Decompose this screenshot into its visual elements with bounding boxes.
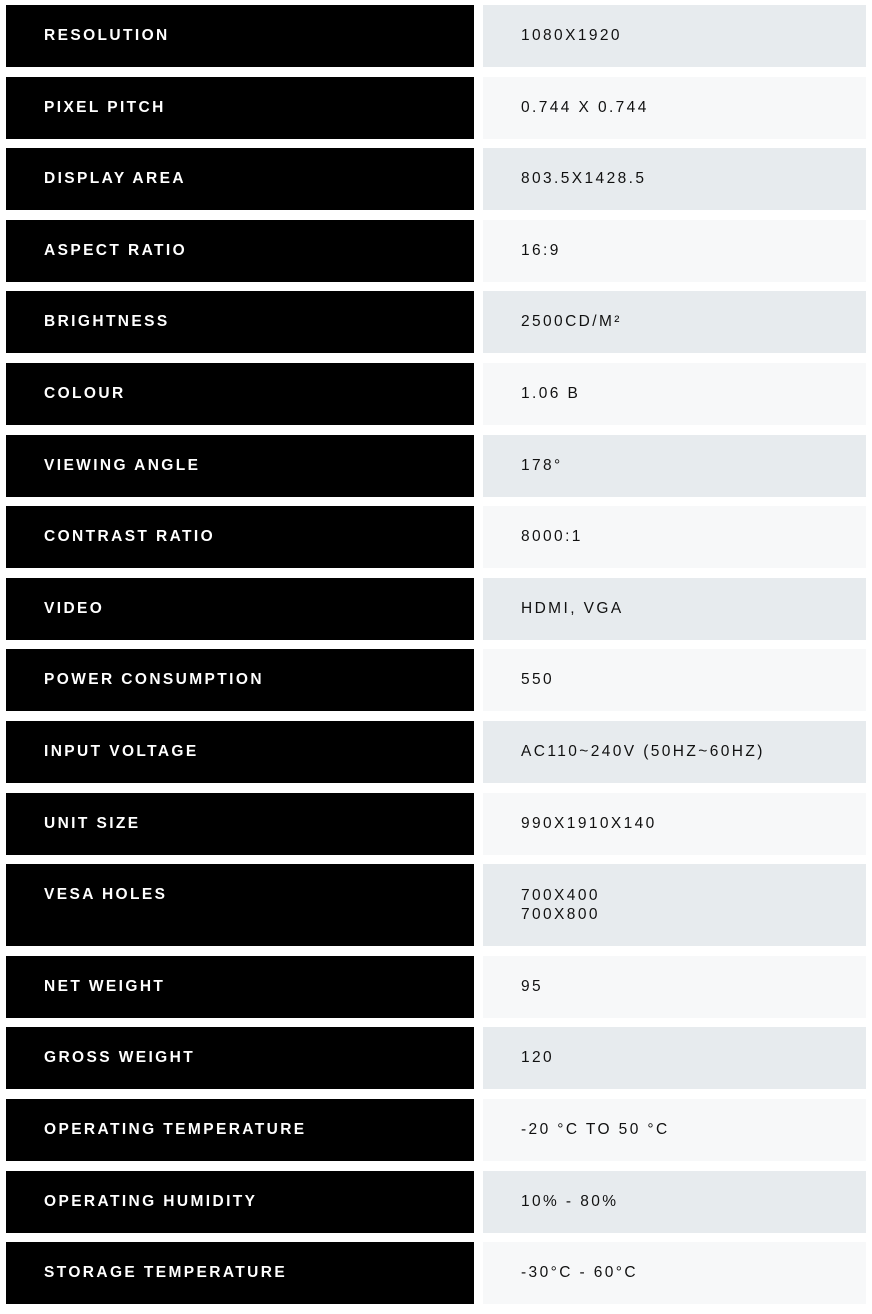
spec-label: STORAGE TEMPERATURE [6, 1242, 474, 1304]
spec-row-aspect-ratio [6, 220, 866, 282]
spec-value: 120 [483, 1027, 866, 1089]
spec-divider [474, 1027, 483, 1089]
spec-divider [474, 793, 483, 855]
spec-row-operating-humidity [6, 1171, 866, 1233]
spec-divider [474, 1242, 483, 1304]
spec-row-brightness [6, 291, 866, 353]
spec-value: 10% - 80% [483, 1171, 866, 1233]
spec-value: 803.5X1428.5 [483, 148, 866, 210]
spec-value: 550 [483, 649, 866, 711]
spec-row-vesa-holes [6, 864, 866, 946]
spec-label: VESA HOLES [6, 864, 474, 946]
spec-label: BRIGHTNESS [6, 291, 474, 353]
spec-row-operating-temperature [6, 1099, 866, 1161]
spec-row-net-weight [6, 956, 866, 1018]
spec-label: PIXEL PITCH [6, 77, 474, 139]
spec-label: DISPLAY AREA [6, 148, 474, 210]
spec-label: UNIT SIZE [6, 793, 474, 855]
spec-label: CONTRAST RATIO [6, 506, 474, 568]
spec-value-line: 700X800 [521, 906, 600, 924]
spec-label: OPERATING TEMPERATURE [6, 1099, 474, 1161]
spec-value: 0.744 X 0.744 [483, 77, 866, 139]
spec-row-power-consumption [6, 649, 866, 711]
spec-row-input-voltage [6, 721, 866, 783]
spec-divider [474, 578, 483, 640]
spec-divider [474, 956, 483, 1018]
spec-row-display-area [6, 148, 866, 210]
spec-divider [474, 1099, 483, 1161]
spec-label: VIDEO [6, 578, 474, 640]
spec-row-storage-temperature [6, 1242, 866, 1304]
spec-row-unit-size [6, 793, 866, 855]
spec-value: 1.06 B [483, 363, 866, 425]
spec-label: OPERATING HUMIDITY [6, 1171, 474, 1233]
spec-row-colour [6, 363, 866, 425]
spec-divider [474, 220, 483, 282]
spec-label: INPUT VOLTAGE [6, 721, 474, 783]
spec-value: -20 °C TO 50 °C [483, 1099, 866, 1161]
spec-divider [474, 291, 483, 353]
spec-divider [474, 864, 483, 946]
spec-label: VIEWING ANGLE [6, 435, 474, 497]
spec-value: HDMI, VGA [483, 578, 866, 640]
spec-row-pixel-pitch [6, 77, 866, 139]
spec-label: POWER CONSUMPTION [6, 649, 474, 711]
spec-divider [474, 1171, 483, 1233]
spec-divider [474, 363, 483, 425]
spec-divider [474, 649, 483, 711]
spec-divider [474, 77, 483, 139]
spec-value [483, 864, 866, 946]
spec-label: COLOUR [6, 363, 474, 425]
spec-row-viewing-angle [6, 435, 866, 497]
spec-value: -30°C - 60°C [483, 1242, 866, 1304]
spec-label: GROSS WEIGHT [6, 1027, 474, 1089]
spec-row-contrast-ratio [6, 506, 866, 568]
spec-divider [474, 506, 483, 568]
spec-value: 178° [483, 435, 866, 497]
spec-value: AC110~240V (50HZ~60HZ) [483, 721, 866, 783]
spec-label: NET WEIGHT [6, 956, 474, 1018]
spec-value: 16:9 [483, 220, 866, 282]
spec-table [6, 5, 866, 1314]
spec-row-gross-weight [6, 1027, 866, 1089]
spec-row-resolution [6, 5, 866, 67]
spec-divider [474, 148, 483, 210]
spec-value: 2500CD/M² [483, 291, 866, 353]
spec-divider [474, 435, 483, 497]
spec-divider [474, 5, 483, 67]
spec-value: 8000:1 [483, 506, 866, 568]
spec-label: RESOLUTION [6, 5, 474, 67]
spec-label: ASPECT RATIO [6, 220, 474, 282]
spec-value-line: 700X400 [521, 887, 600, 905]
spec-value: 1080X1920 [483, 5, 866, 67]
spec-divider [474, 721, 483, 783]
spec-row-video [6, 578, 866, 640]
spec-value: 990X1910X140 [483, 793, 866, 855]
spec-value: 95 [483, 956, 866, 1018]
